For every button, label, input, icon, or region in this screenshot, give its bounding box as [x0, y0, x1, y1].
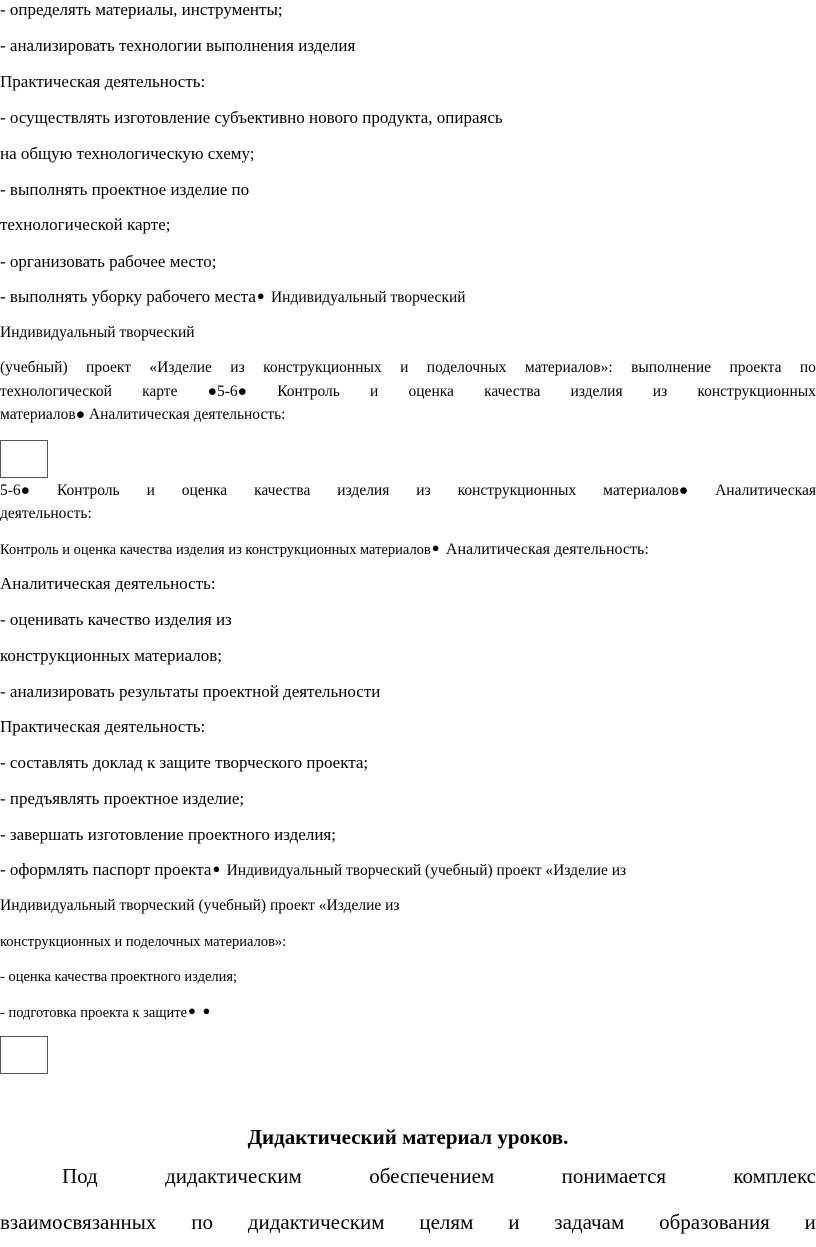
text-segment: Индивидуальный творческий (учебный) проект «Изделие из: [226, 862, 627, 879]
word: технологической: [0, 383, 112, 400]
text-line: - оценка качества проектного изделия;: [0, 969, 238, 985]
word: и: [370, 383, 379, 400]
empty-image-frame: [0, 440, 48, 478]
text-segment: - подготовка проекта к защите: [0, 1005, 188, 1021]
justified-line: [0, 358, 816, 378]
word: Под: [62, 1164, 98, 1188]
word: оценка: [408, 383, 454, 400]
text-line: - определять материалы, инструменты;: [0, 0, 283, 19]
text-line: - выполнять проектное изделие по: [0, 180, 250, 199]
bullet-icon: ●: [188, 1003, 196, 1018]
text-line: Индивидуальный творческий (учебный) проект «Изделие из: [0, 897, 400, 914]
text-line: конструкционных материалов;: [0, 646, 223, 665]
text-line: Индивидуальный творческий: [0, 324, 195, 341]
text-segment: - выполнять уборку рабочего места: [0, 287, 256, 306]
word: изделия: [337, 482, 390, 499]
word: дидактическим: [165, 1164, 302, 1188]
word: Аналитическая: [715, 482, 816, 499]
word: комплекс: [733, 1164, 816, 1188]
word: 5-6●: [0, 482, 31, 499]
text-line: - осуществлять изготовление субъективно нового продукта, опираясь: [0, 108, 503, 127]
text-segment: Контроль и оценка качества изделия из конструкционных материалов: [0, 542, 431, 558]
word: проекта: [729, 359, 782, 376]
bullet-icon: ●: [431, 540, 440, 555]
text-line: - оценивать качество изделия из: [0, 610, 232, 629]
word: Контроль: [277, 383, 340, 400]
word: «Изделие: [149, 359, 212, 376]
word: по: [191, 1210, 213, 1234]
word: конструкционных: [697, 383, 816, 400]
word: и: [508, 1210, 520, 1234]
text-line: конструкционных и поделочных материалов»:: [0, 934, 287, 950]
text-segment: - оформлять паспорт проекта: [0, 860, 212, 879]
word: и: [804, 1210, 816, 1234]
text-line: - анализировать результаты проектной деятельности: [0, 682, 381, 701]
word: взаимосвязанных: [0, 1210, 157, 1234]
word: и: [400, 359, 409, 376]
word: задачам: [554, 1210, 625, 1234]
justified-paragraph-line: [0, 1209, 816, 1235]
text-line: [0, 860, 626, 881]
text-line: материалов● Аналитическая деятельность:: [0, 406, 286, 423]
text-segment: Индивидуальный творческий: [270, 289, 466, 306]
text-line: на общую технологическую схему;: [0, 144, 255, 163]
text-line: технологической карте;: [0, 215, 171, 234]
empty-image-frame: [0, 1036, 48, 1074]
text-segment: Аналитическая деятельность:: [445, 541, 649, 558]
text-line: Аналитическая деятельность:: [0, 574, 216, 593]
word: выполнение: [631, 359, 712, 376]
word: из: [652, 383, 668, 400]
bullet-icon: ●: [256, 288, 265, 303]
word: конструкционных: [263, 359, 382, 376]
word: Контроль: [56, 482, 120, 499]
text-line: - предъявлять проектное изделие;: [0, 789, 245, 808]
word: целям: [419, 1210, 474, 1234]
text-line: - организовать рабочее место;: [0, 252, 217, 271]
word: из: [230, 359, 245, 376]
text-line: Практическая деятельность:: [0, 717, 206, 736]
word: материалов»:: [524, 359, 613, 376]
justified-paragraph-line: [0, 1163, 816, 1189]
bullet-icon: ●: [202, 1003, 211, 1018]
text-line: - анализировать технологии выполнения изделия: [0, 36, 356, 55]
text-line: [0, 1003, 212, 1023]
word: качества: [484, 383, 541, 400]
word: понимается: [561, 1164, 667, 1188]
word: поделочных: [426, 359, 507, 376]
word: карте: [142, 383, 178, 400]
text-line: деятельность:: [0, 505, 92, 522]
word: конструкционных: [457, 482, 577, 499]
word: образования: [659, 1210, 770, 1234]
section-heading: Дидактический материал уроков.: [247, 1125, 569, 1149]
text-line: [0, 539, 649, 560]
word: дидактическим: [247, 1210, 385, 1234]
word: материалов●: [603, 482, 689, 499]
text-line: - завершать изготовление проектного изделия;: [0, 825, 336, 844]
word: проект: [86, 359, 132, 376]
word: ●5-6●: [207, 383, 248, 400]
word: из: [416, 482, 431, 499]
text-line: Практическая деятельность:: [0, 72, 206, 91]
word: обеспечением: [369, 1164, 495, 1188]
justified-line: [0, 382, 816, 402]
word: по: [799, 359, 816, 376]
word: изделия: [570, 383, 623, 400]
bullet-icon: ●: [212, 861, 221, 876]
word: оценка: [181, 482, 228, 499]
word: и: [146, 482, 155, 499]
text-line: [0, 287, 466, 308]
word: качества: [254, 482, 311, 499]
justified-line: [0, 481, 816, 501]
word: (учебный): [0, 359, 68, 376]
text-line: - составлять доклад к защите творческого проекта;: [0, 753, 369, 772]
